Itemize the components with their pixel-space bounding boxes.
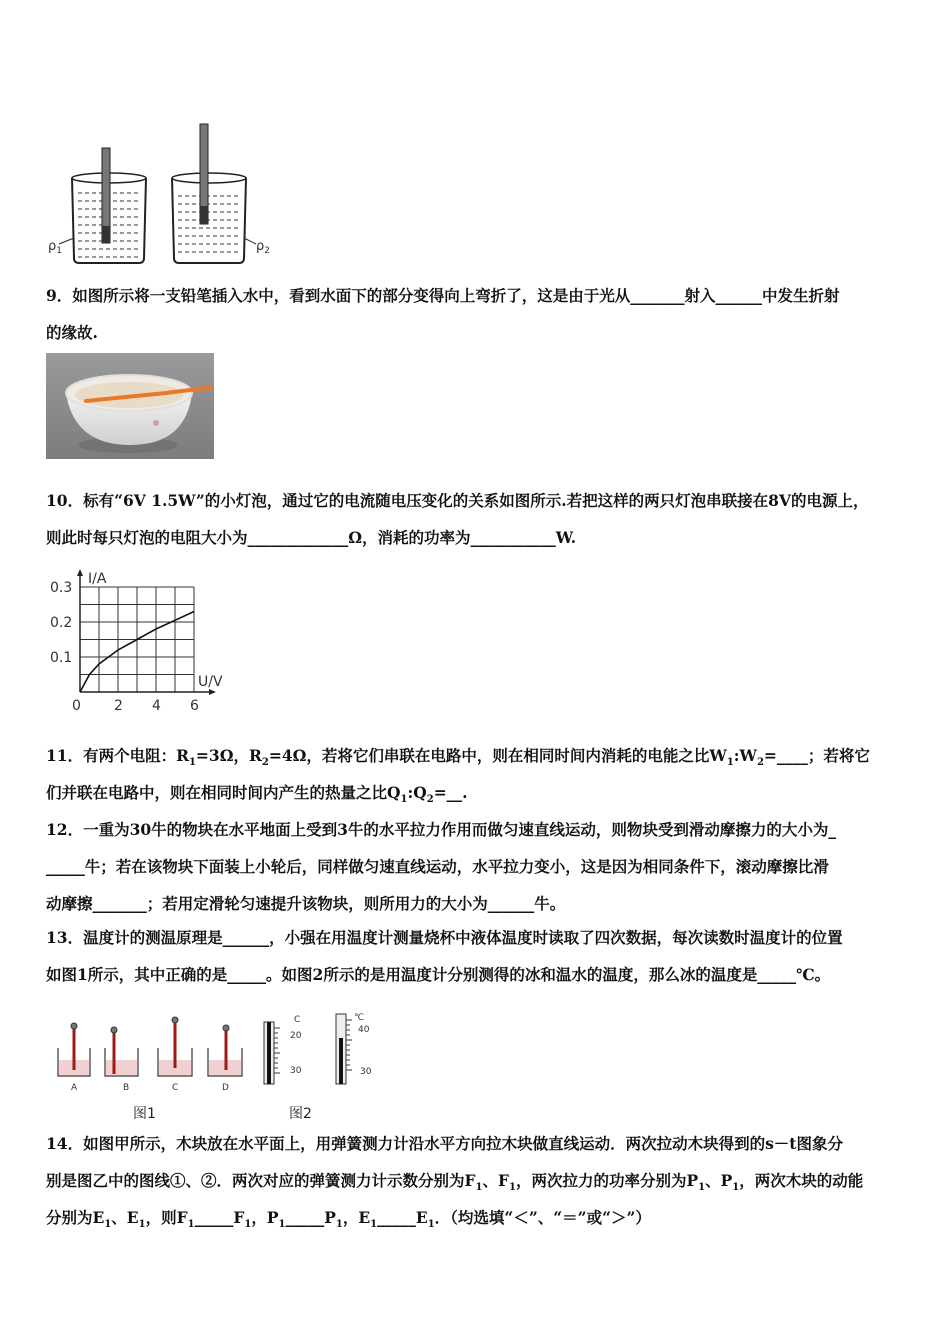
q13-line1: 13．温度计的测温原理是______，小强在用温度计测量烧杯中液体温度时读取了四次数据，每次读数时温度计的位置 (46, 928, 843, 947)
svg-text:D: D (222, 1083, 229, 1093)
q12-line2: _____牛；若在该物块下面装上小轮后，同样做匀速直线运动，水平拉力变小，这是因为相同条件下，滚动摩擦比滑 (46, 857, 829, 876)
figure-1-labels (71, 1083, 229, 1093)
svg-text:A: A (71, 1083, 78, 1093)
q11-line1: 11．有两个电阻：$R_1=3\Omega$，$R_2=4\Omega$，若将它们串联在电路中，则在相同时间内消耗的电能之比$W_1:W_2=\_\_\_\_$；若将它 (46, 746, 870, 769)
q14-line3: 分别为$E_1$、$E_1$，则$F_1\_\_\_\_\_F_1$，$P_1\_\_\_\_\_P_1$，$E_1\_\_\_\_\_E_1$．（均选填“＜”、“＝”或“＞”） (46, 1208, 651, 1231)
left-beaker (72, 148, 146, 263)
svg-text:20: 20 (290, 1031, 302, 1041)
question-13 (46, 919, 908, 993)
x-tick-label: 0 (72, 698, 81, 714)
thermometer-figures (50, 1008, 380, 1123)
q14-line1: 14．如图甲所示，木块放在水平面上，用弹簧测力计沿水平方向拉木块做直线运动．两次拉动木块得到的s－t图象分 (46, 1134, 843, 1153)
thermometer-ice (264, 1015, 302, 1084)
question-12 (46, 811, 908, 922)
svg-text:B: B (123, 1083, 130, 1093)
y-tick-label: 0.3 (50, 580, 73, 596)
rho1-label: $\rho_1$ (48, 239, 62, 256)
figure-1-caption: 图1 (133, 1106, 156, 1122)
q9-line2: 的缘故. (46, 323, 98, 342)
question-14 (46, 1125, 908, 1236)
svg-text:40: 40 (358, 1025, 370, 1035)
question-9 (46, 277, 908, 351)
svg-text:30: 30 (290, 1066, 302, 1076)
question-10 (46, 482, 908, 556)
q10-line1: 10．标有“6V 1.5W”的小灯泡，通过它的电流随电压变化的关系如图所示.若把这样的两只灯泡串联接在8V的电源上， (46, 491, 869, 510)
q13-line2: 如图1所示，其中正确的是_____。如图2所示的是用温度计分别测得的冰和温水的温度，那么冰的温度是_____℃。 (46, 965, 831, 984)
beakers-figure (44, 118, 284, 268)
svg-text:C: C (172, 1083, 179, 1093)
bowl-pencil-photo (46, 353, 214, 459)
q12-line1: 12．一重为30牛的物块在水平地面上受到3牛的水平拉力作用而做匀速直线运动，则物块受到滑动摩擦力的大小为_ (46, 820, 837, 839)
x-tick-label: 4 (152, 698, 161, 714)
right-beaker (172, 124, 246, 263)
y-tick-label: 0.1 (50, 650, 73, 666)
figure-1-beakers (58, 1017, 242, 1076)
q14-line2: 别是图乙中的图线①、②．两次对应的弹簧测力计示数分别为$F_1$、$F_1$，两次拉力的功率分别为$P_1$、$P_1$，两次木块的动能 (46, 1171, 864, 1194)
y-axis-label: I/A (88, 571, 107, 587)
svg-text:30: 30 (360, 1067, 372, 1077)
q12-line3: 动摩擦_______；若用定滑轮匀速提升该物块，则所用力的大小为______牛。 (46, 894, 566, 913)
thermometer-warm-water (336, 1013, 372, 1084)
svg-text:℃: ℃ (354, 1013, 365, 1023)
q9-line1: 9．如图所示将一支铅笔插入水中，看到水面下的部分变得向上弯折了，这是由于光从_______射入______中发生折射 (46, 286, 840, 305)
question-11 (46, 737, 908, 811)
q10-line2: 则此时每只灯泡的电阻大小为_____________Ω，消耗的功率为___________W. (46, 528, 577, 547)
y-axis-arrow (77, 569, 83, 576)
x-tick-label: 6 (190, 698, 199, 714)
figure-2-caption: 图2 (289, 1106, 312, 1122)
iu-chart (46, 560, 236, 720)
x-axis-label: U/V (198, 674, 223, 690)
y-tick-label: 0.2 (50, 615, 73, 631)
x-tick-label: 2 (114, 698, 123, 714)
rho2-label: $\rho_2$ (256, 239, 270, 256)
q11-line2: 们并联在电路中，则在相同时间内产生的热量之比$Q_1:Q_2=\_\_$. (46, 783, 468, 806)
svg-text:C: C (294, 1015, 301, 1025)
